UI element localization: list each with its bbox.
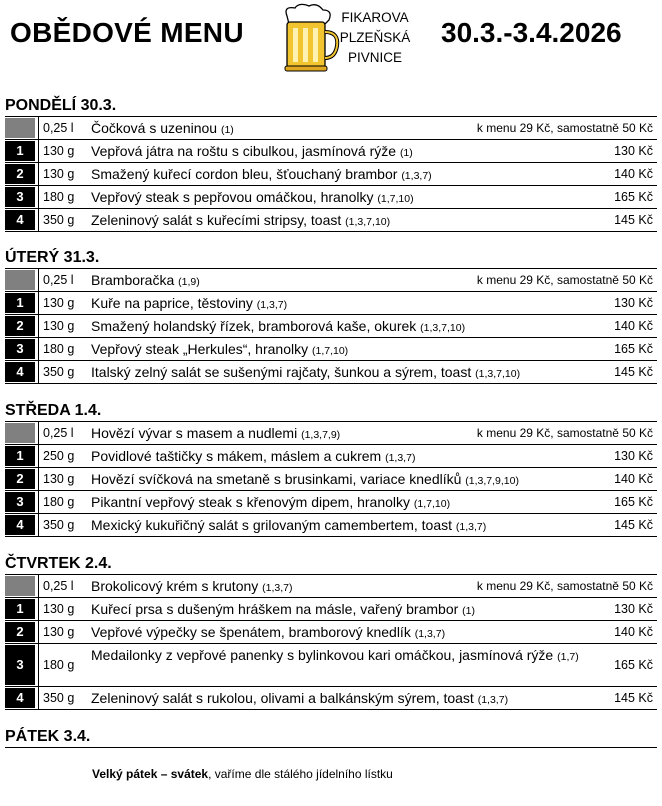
item-number: 1: [5, 293, 35, 313]
item-number: 2: [5, 622, 35, 642]
day-section: [5, 96, 657, 232]
menu-item-row: [5, 140, 657, 163]
soup-qty: 0,25 l: [43, 273, 74, 287]
item-name: Pikantní vepřový steak s křenovým dipem, hranolky (1,7,10): [91, 494, 451, 510]
menu-item-row: [5, 621, 657, 644]
item-price: 165 Kč: [614, 342, 653, 356]
item-qty: 130 g: [43, 167, 75, 181]
item-qty: 130 g: [43, 472, 75, 486]
item-name: Vepřový steak s pepřovou omáčkou, hranolky (1,7,10): [91, 189, 414, 205]
item-qty: 350 g: [43, 691, 75, 705]
soup-row: [5, 575, 657, 598]
day-section: [5, 248, 657, 384]
menu-item-row: [5, 163, 657, 186]
menu-item-row: [5, 514, 657, 537]
day-section: [5, 554, 657, 710]
soup-qty: 0,25 l: [43, 426, 74, 440]
item-qty: 180 g: [43, 342, 75, 356]
item-price: 140 Kč: [614, 319, 653, 333]
item-number: 4: [5, 688, 35, 708]
item-qty: 130 g: [43, 144, 75, 158]
item-name: Italský zelný salát se sušenými rajčaty, šunkou a sýrem, toast (1,3,7,10): [91, 364, 521, 380]
item-price: 130 Kč: [614, 449, 653, 463]
item-qty: 350 g: [43, 365, 75, 379]
week-dates: 30.3.-3.4.2026: [441, 17, 622, 48]
menu-item-row: [5, 598, 657, 621]
item-price: 140 Kč: [614, 472, 653, 486]
item-price: 145 Kč: [614, 213, 653, 227]
item-number: 1: [5, 446, 35, 466]
item-number: 1: [5, 599, 35, 619]
item-number: 3: [5, 339, 35, 359]
item-number: 3: [5, 187, 35, 207]
menu-item-row: [5, 315, 657, 338]
menu-item-row: [5, 338, 657, 361]
item-name: Mexický kukuřičný salát s grilovaným camembertem, toast (1,3,7): [91, 517, 487, 533]
menu-item-row: [5, 468, 657, 491]
soup-qty: 0,25 l: [43, 579, 74, 593]
item-price: 145 Kč: [614, 518, 653, 532]
soup-price: k menu 29 Kč, samostatně 50 Kč: [476, 426, 653, 440]
item-price: 130 Kč: [614, 296, 653, 310]
friday-note: Velký pátek – svátek, vaříme dle stálého jídelního lístku: [92, 767, 393, 781]
item-name: Kuřecí prsa s dušeným hráškem na másle, vařený brambor (1): [91, 601, 475, 617]
item-qty: 130 g: [43, 625, 75, 639]
soup-row: [5, 422, 657, 445]
soup-name: Čočková s uzeninou (1): [91, 120, 234, 136]
item-qty: 350 g: [43, 213, 75, 227]
item-qty: 250 g: [43, 449, 75, 463]
item-qty: 180 g: [43, 190, 75, 204]
soup-badge: [5, 270, 35, 290]
menu-item-row: [5, 209, 657, 232]
menu-item-row: [5, 292, 657, 315]
day-title: ČTVRTEK 2.4.: [5, 554, 657, 575]
item-number: 4: [5, 210, 35, 230]
item-qty: 180 g: [43, 658, 75, 672]
soup-qty: 0,25 l: [43, 121, 74, 135]
item-name: Vepřové výpečky se špenátem, bramborový knedlík (1,3,7): [91, 624, 446, 640]
item-number: 1: [5, 141, 35, 161]
menu-item-row: [5, 687, 657, 710]
item-name: Vepřový steak „Herkules“, hranolky (1,7,10): [91, 341, 349, 357]
menu-item-row: [5, 491, 657, 514]
page-title: OBĚDOVÉ MENU: [10, 17, 244, 48]
soup-name: Bramboračka (1,9): [91, 272, 200, 288]
day-title: PONDĚLÍ 30.3.: [5, 96, 657, 117]
pub-name: FIKAROVA PLZEŇSKÁ PIVNICE: [339, 10, 411, 65]
item-price: 165 Kč: [614, 190, 653, 204]
item-number: 3: [5, 645, 35, 685]
item-price: 130 Kč: [614, 602, 653, 616]
menu-item-row: [5, 361, 657, 384]
item-number: 4: [5, 515, 35, 535]
soup-name: Brokolicový krém s krutony (1,3,7): [91, 578, 293, 594]
item-name: Kuře na paprice, těstoviny (1,3,7): [91, 295, 288, 311]
item-name: Smažený kuřecí cordon bleu, šťouchaný brambor (1,3,7): [91, 166, 432, 182]
item-number: 2: [5, 316, 35, 336]
item-number: 2: [5, 164, 35, 184]
item-price: 130 Kč: [614, 144, 653, 158]
item-name: Medailonky z vepřové panenky s bylinkovou kari omáčkou, jasmínová rýže (1,7): [91, 647, 579, 663]
item-qty: 130 g: [43, 602, 75, 616]
item-name: Vepřová játra na roštu s cibulkou, jasmínová rýže (1): [91, 143, 413, 159]
soup-price: k menu 29 Kč, samostatně 50 Kč: [476, 121, 653, 135]
item-number: 2: [5, 469, 35, 489]
item-qty: 350 g: [43, 518, 75, 532]
item-qty: 130 g: [43, 296, 75, 310]
beer-mug-icon: [275, 2, 341, 74]
day-title: PÁTEK 3.4.: [5, 727, 657, 748]
soup-row: [5, 117, 657, 140]
item-name: Hovězí svíčková na smetaně s brusinkami, variace knedlíků (1,3,7,9,10): [91, 471, 519, 487]
menu-header: [0, 0, 662, 80]
item-price: 145 Kč: [614, 365, 653, 379]
day-title: STŘEDA 1.4.: [5, 401, 657, 422]
soup-badge: [5, 118, 35, 138]
soup-badge: [5, 576, 35, 596]
item-name: Povidlové taštičky s mákem, máslem a cukrem (1,3,7): [91, 448, 416, 464]
soup-row: [5, 269, 657, 292]
menu-item-row: [5, 186, 657, 209]
item-name: Smažený holandský řízek, bramborová kaše, okurek (1,3,7,10): [91, 318, 466, 334]
item-price: 140 Kč: [614, 625, 653, 639]
item-number: 4: [5, 362, 35, 382]
soup-name: Hovězí vývar s masem a nudlemi (1,3,7,9): [91, 425, 341, 441]
item-name: Zeleninový salát s kuřecími stripsy, toast (1,3,7,10): [91, 212, 391, 228]
item-price: 165 Kč: [614, 495, 653, 509]
menu-item-row: [5, 644, 657, 687]
soup-badge: [5, 423, 35, 443]
item-price: 145 Kč: [614, 691, 653, 705]
item-price: 140 Kč: [614, 167, 653, 181]
menu-item-row: [5, 445, 657, 468]
soup-price: k menu 29 Kč, samostatně 50 Kč: [476, 579, 653, 593]
item-price: 165 Kč: [614, 658, 653, 672]
item-qty: 130 g: [43, 319, 75, 333]
item-qty: 180 g: [43, 495, 75, 509]
day-title: ÚTERÝ 31.3.: [5, 248, 657, 269]
soup-price: k menu 29 Kč, samostatně 50 Kč: [476, 273, 653, 287]
item-name: Zeleninový salát s rukolou, olivami a balkánským sýrem, toast (1,3,7): [91, 690, 509, 706]
item-number: 3: [5, 492, 35, 512]
day-section: [5, 727, 657, 748]
day-section: [5, 401, 657, 537]
